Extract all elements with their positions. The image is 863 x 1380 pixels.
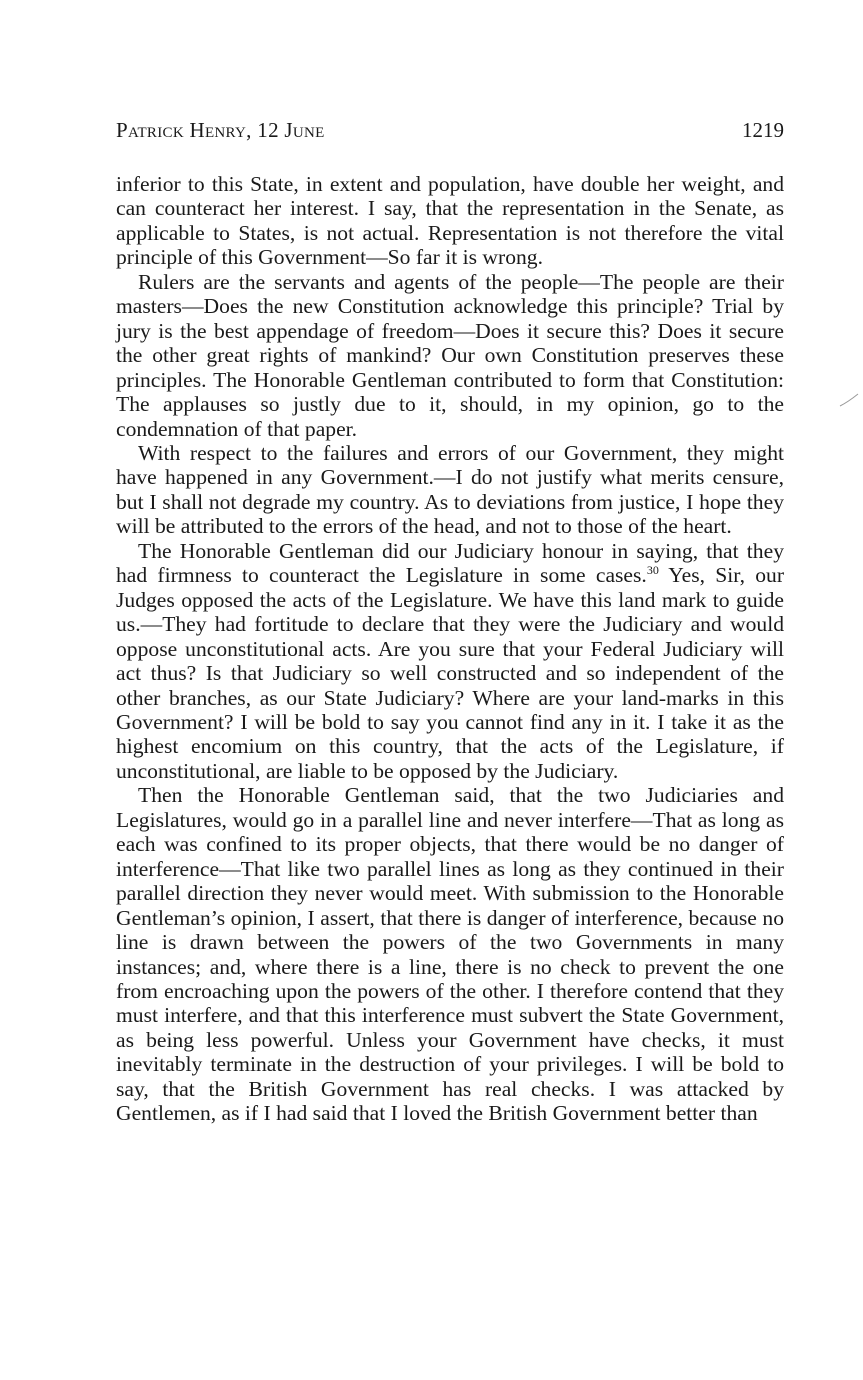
paragraph-4-text-after-note: Yes, Sir, our Judges opposed the acts of the Legislature. We have this land mark to guide us.—They had fortitude to declare that they were the Judiciary and would oppose unconstitutional acts. Are you sure that your Federal Judiciary will act thus? Is that Judiciary so well constructed and so independent of the other branches, as our State Judiciary? Where are your land-marks in this Government? I will be bold to say you cannot find any in it. I take it as the highest encomium on this country, that the acts of the Legislature, if unconstitutional, are liable to be opposed by the Judiciary. [116, 563, 785, 783]
running-title: Patrick Henry, 12 June [116, 118, 325, 142]
paragraph-1: inferior to this State, in extent and population, have double her weight, and can counteract her interest. I say, that the representation in the Senate, as applicable to States, is not actual. Representation is not therefore the vital principle of this Government—So far it is wrong. [116, 172, 784, 270]
paragraph-4 [116, 539, 784, 784]
paragraph-2: Rulers are the servants and agents of the people—The people are their masters—Does the new Constitution acknowledge this principle? Trial by jury is the best appendage of freedom—Does it secure this? Does it secure the other great rights of mankind? Our own Constitution preserves these principles. The Honorable Gentleman contributed to form that Constitution: The applauses so justly due to it, should, in my opinion, go to the condemnation of that paper. [116, 269, 784, 441]
footnote-reference: 30 [646, 563, 659, 578]
margin-pencil-mark [838, 392, 860, 408]
document-page [116, 118, 784, 1126]
paragraph-5: Then the Honorable Gentleman said, that the two Judiciaries and Legislatures, would go in a parallel line and never interfere—That as long as each was confined to its proper objects, that there would be no danger of interference—That like two parallel lines as long as they continued in their parallel direction they never would meet. With submission to the Honorable Gentleman’s opinion, I assert, that there is danger of interference, because no line is drawn between the powers of the two Governments in many instances; and, where there is a line, there is no check to prevent the one from encroaching upon the powers of the other. I therefore contend that they must interfere, and that this interference must subvert the State Government, as being less powerful. Unless your Government have checks, it must inevitably terminate in the destruction of your privileges. I will be bold to say, that the British Government has real checks. I was attacked by Gentlemen, as if I had said that I loved the British Government better than [116, 783, 784, 1126]
paragraph-4-text-before-note: The Honorable Gentleman did our Judiciary honour in saying, that they had firmness to counteract the Legislature in some cases. [116, 538, 784, 588]
page-number: 1219 [742, 118, 784, 142]
body-text [116, 172, 784, 1126]
running-head [116, 118, 784, 148]
paragraph-3: With respect to the failures and errors of our Government, they might have happened in any Government.—I do not justify what merits censure, but I shall not degrade my country. As to deviations from justice, I hope they will be attributed to the errors of the head, and not to those of the heart. [116, 440, 784, 539]
